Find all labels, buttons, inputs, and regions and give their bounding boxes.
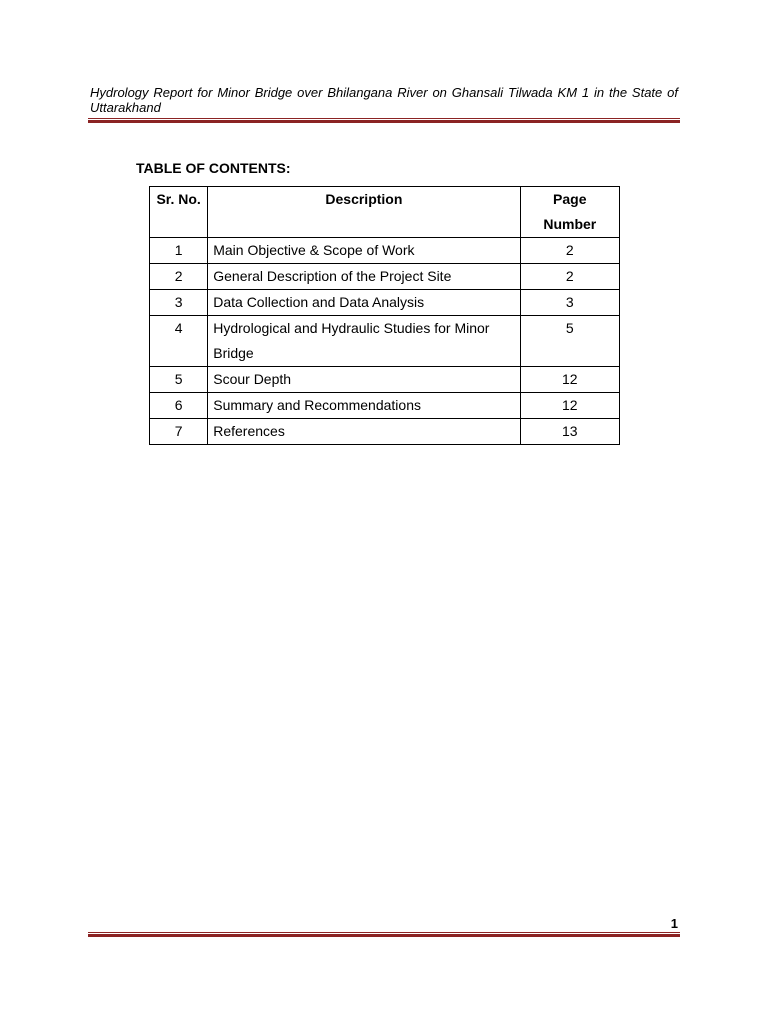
toc-row-description: Hydrological and Hydraulic Studies for Minor Bridge	[208, 316, 520, 367]
toc-row-sr: 1	[150, 238, 208, 264]
toc-row	[150, 238, 620, 264]
toc-row-sr: 5	[150, 367, 208, 393]
toc-row-sr: 6	[150, 393, 208, 419]
toc-row-description: Scour Depth	[208, 367, 520, 393]
toc-row-description: Summary and Recommendations	[208, 393, 520, 419]
toc-row-page: 3	[520, 290, 619, 316]
toc-row-description: References	[208, 419, 520, 445]
toc-row	[150, 367, 620, 393]
toc-row-page: 2	[520, 264, 619, 290]
toc-row-description: General Description of the Project Site	[208, 264, 520, 290]
toc-row	[150, 290, 620, 316]
toc-row-page: 5	[520, 316, 619, 367]
toc-row-description: Main Objective & Scope of Work	[208, 238, 520, 264]
column-header-description: Description	[208, 187, 520, 238]
column-header-page-number: Page Number	[520, 187, 619, 238]
toc-table	[149, 186, 620, 445]
toc-header-row	[150, 187, 620, 238]
footer-rule	[88, 932, 680, 937]
toc-row-page: 12	[520, 393, 619, 419]
toc-row-sr: 4	[150, 316, 208, 367]
column-header-sr-no: Sr. No.	[150, 187, 208, 238]
toc-row-sr: 3	[150, 290, 208, 316]
toc-row	[150, 419, 620, 445]
header-rule	[88, 118, 680, 123]
page-number: 1	[670, 916, 678, 931]
toc-row-page: 12	[520, 367, 619, 393]
toc-row-sr: 7	[150, 419, 208, 445]
toc-row-description: Data Collection and Data Analysis	[208, 290, 520, 316]
toc-row	[150, 264, 620, 290]
toc-heading: TABLE OF CONTENTS:	[136, 160, 291, 176]
toc-row-sr: 2	[150, 264, 208, 290]
page-header: Hydrology Report for Minor Bridge over Bhilangana River on Ghansali Tilwada KM 1 in the State of Uttarakhand	[90, 85, 678, 115]
toc-row-page: 13	[520, 419, 619, 445]
toc-row	[150, 316, 620, 367]
toc-row-page: 2	[520, 238, 619, 264]
toc-row	[150, 393, 620, 419]
